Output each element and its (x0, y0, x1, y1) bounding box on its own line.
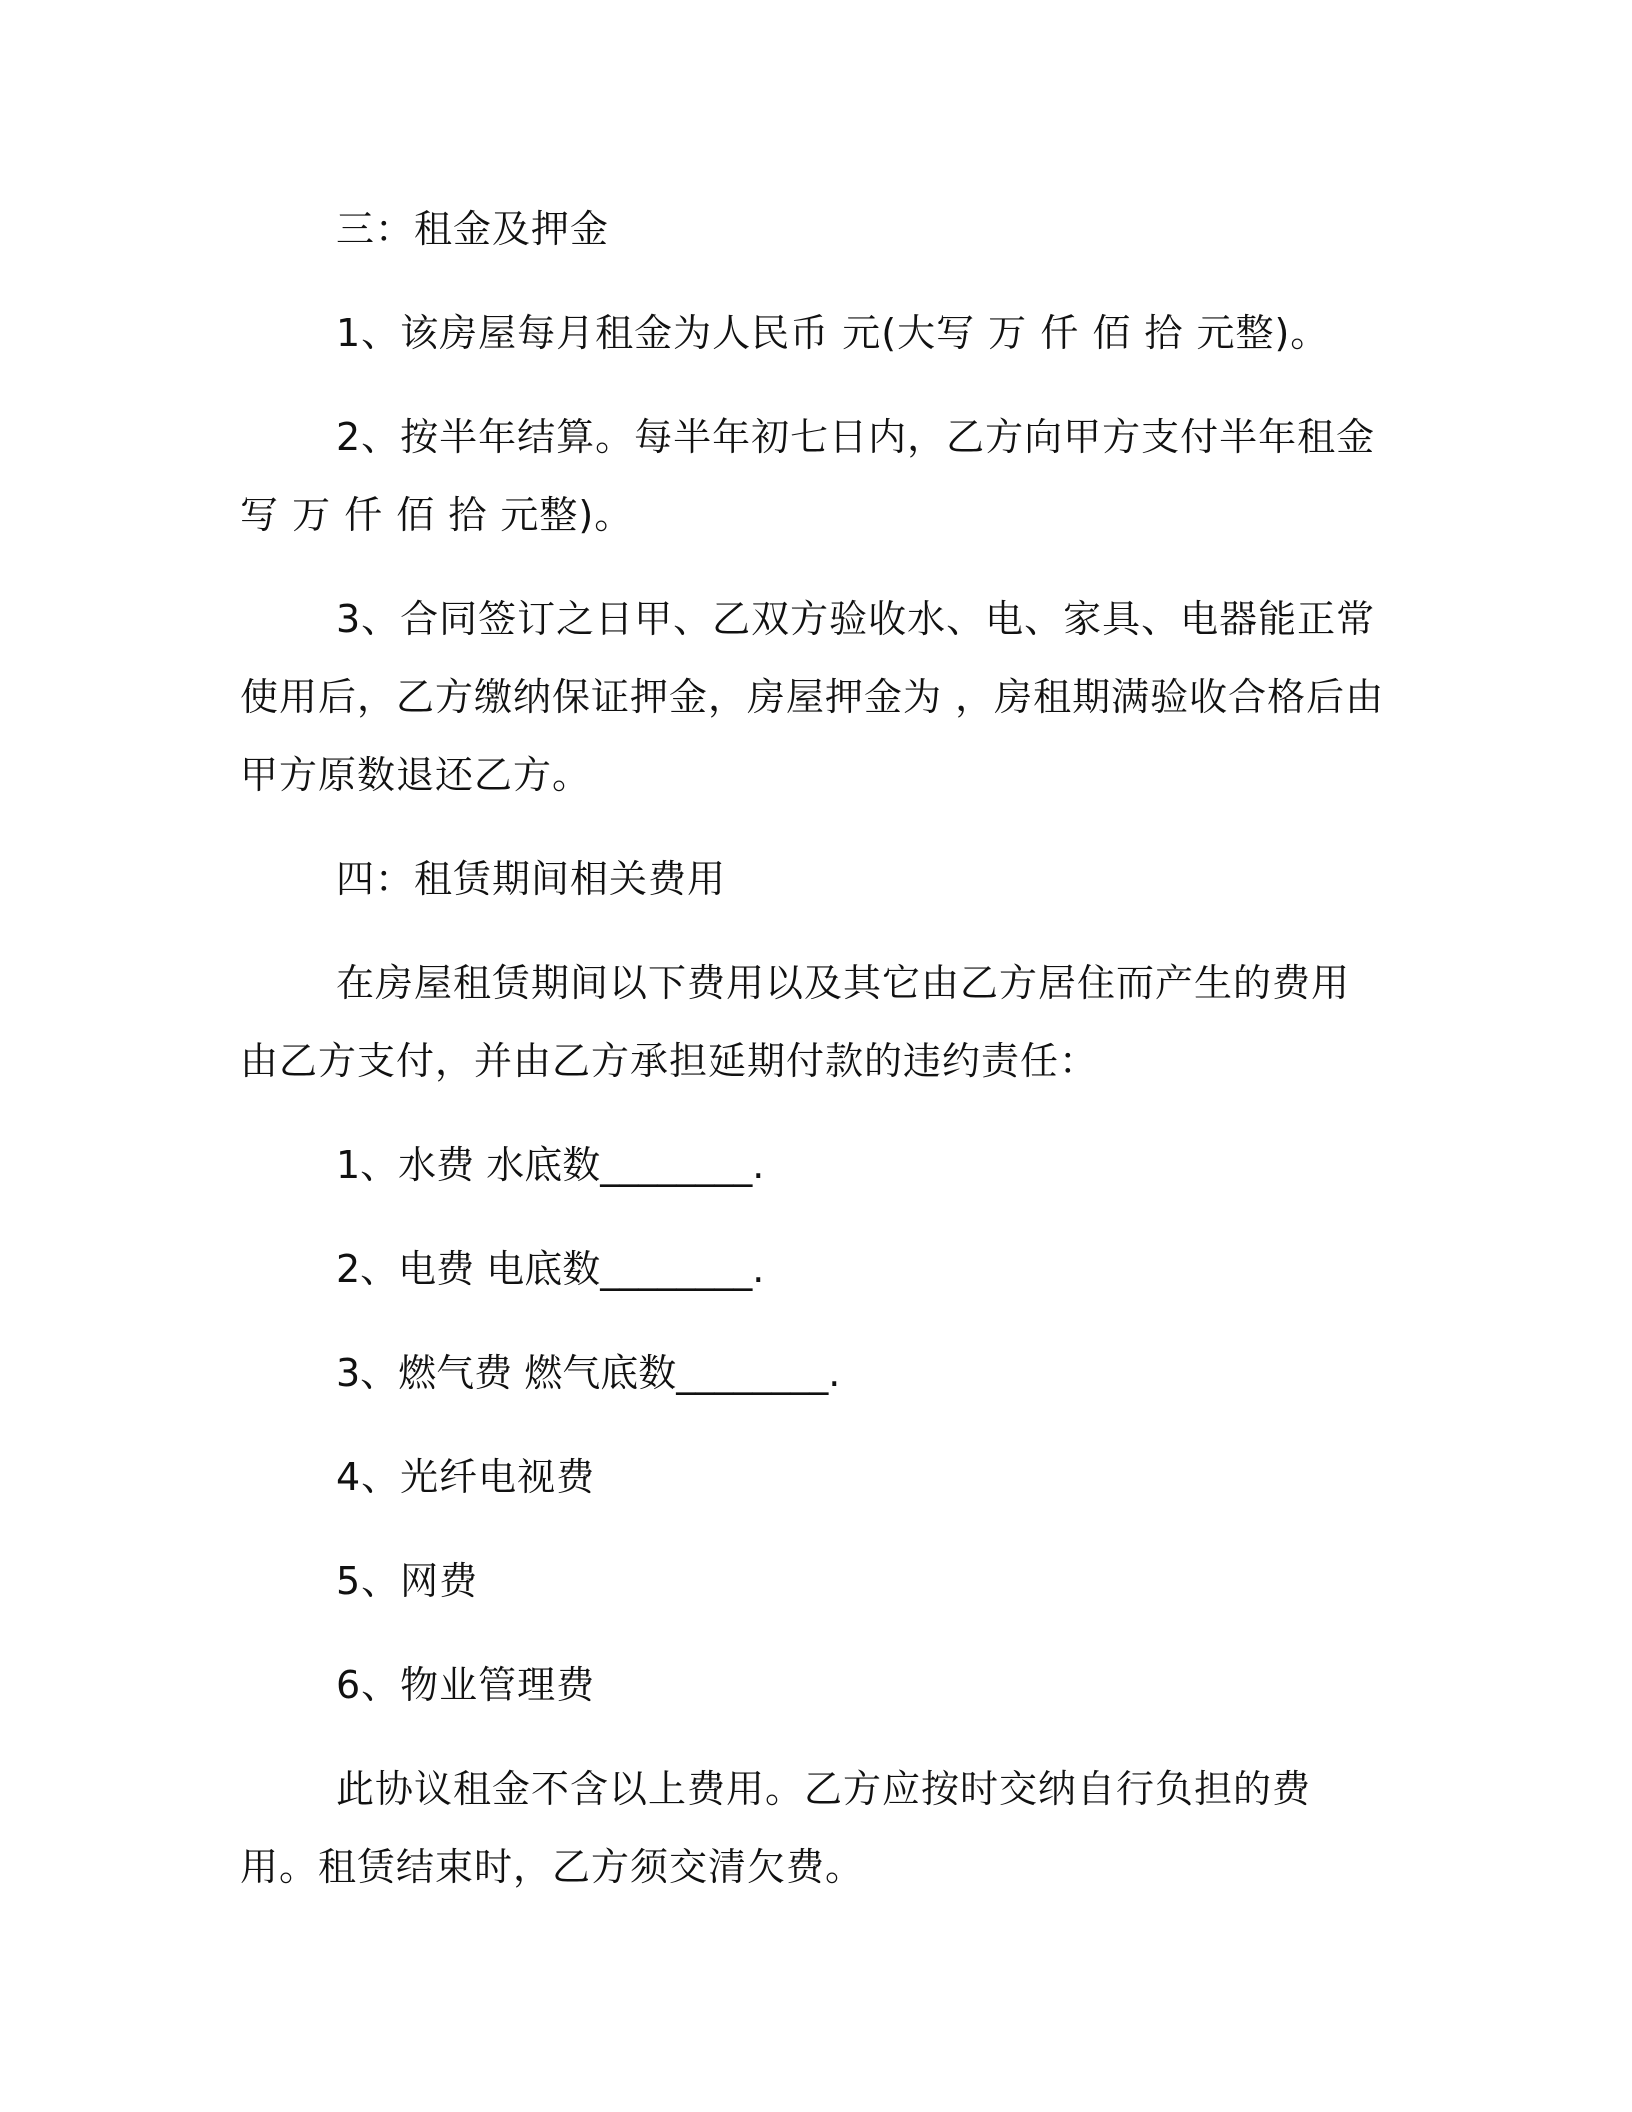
fee-item-gas: 3、燃气费 燃气底数________. (336, 1351, 841, 1395)
fee-item-electricity: 2、电费 电底数________. (336, 1247, 765, 1291)
document-body (240, 190, 1388, 1932)
fees-intro-paragraph: 在房屋租赁期间以下费用以及其它由乙方居住而产生的费用由乙方支付，并由乙方承担延期付款的违约责任： (240, 961, 1351, 1083)
section-heading-rent-deposit: 三：租金及押金 (336, 207, 610, 251)
section-heading-lease-fees: 四：租赁期间相关费用 (336, 857, 727, 901)
clause-deposit: 3、合同签订之日甲、乙双方验收水、电、家具、电器能正常使用后，乙方缴纳保证押金，房屋押金为 ，房租期满验收合格后由甲方原数退还乙方。 (240, 597, 1385, 797)
fee-item-fiber-tv: 4、光纤电视费 (336, 1455, 596, 1499)
fee-item-water: 1、水费 水底数________. (336, 1143, 765, 1187)
fee-item-internet: 5、网费 (336, 1559, 479, 1603)
closing-paragraph: 此协议租金不含以上费用。乙方应按时交纳自行负担的费用。租赁结束时，乙方须交清欠费。 (240, 1767, 1312, 1889)
clause-semiannual-payment: 2、按半年结算。每半年初七日内，乙方向甲方支付半年租金写 万 仟 佰 拾 元整)。 (240, 415, 1376, 537)
fee-item-property-management: 6、物业管理费 (336, 1663, 596, 1707)
clause-monthly-rent: 1、该房屋每月租金为人民币 元(大写 万 仟 佰 拾 元整)。 (336, 311, 1330, 355)
